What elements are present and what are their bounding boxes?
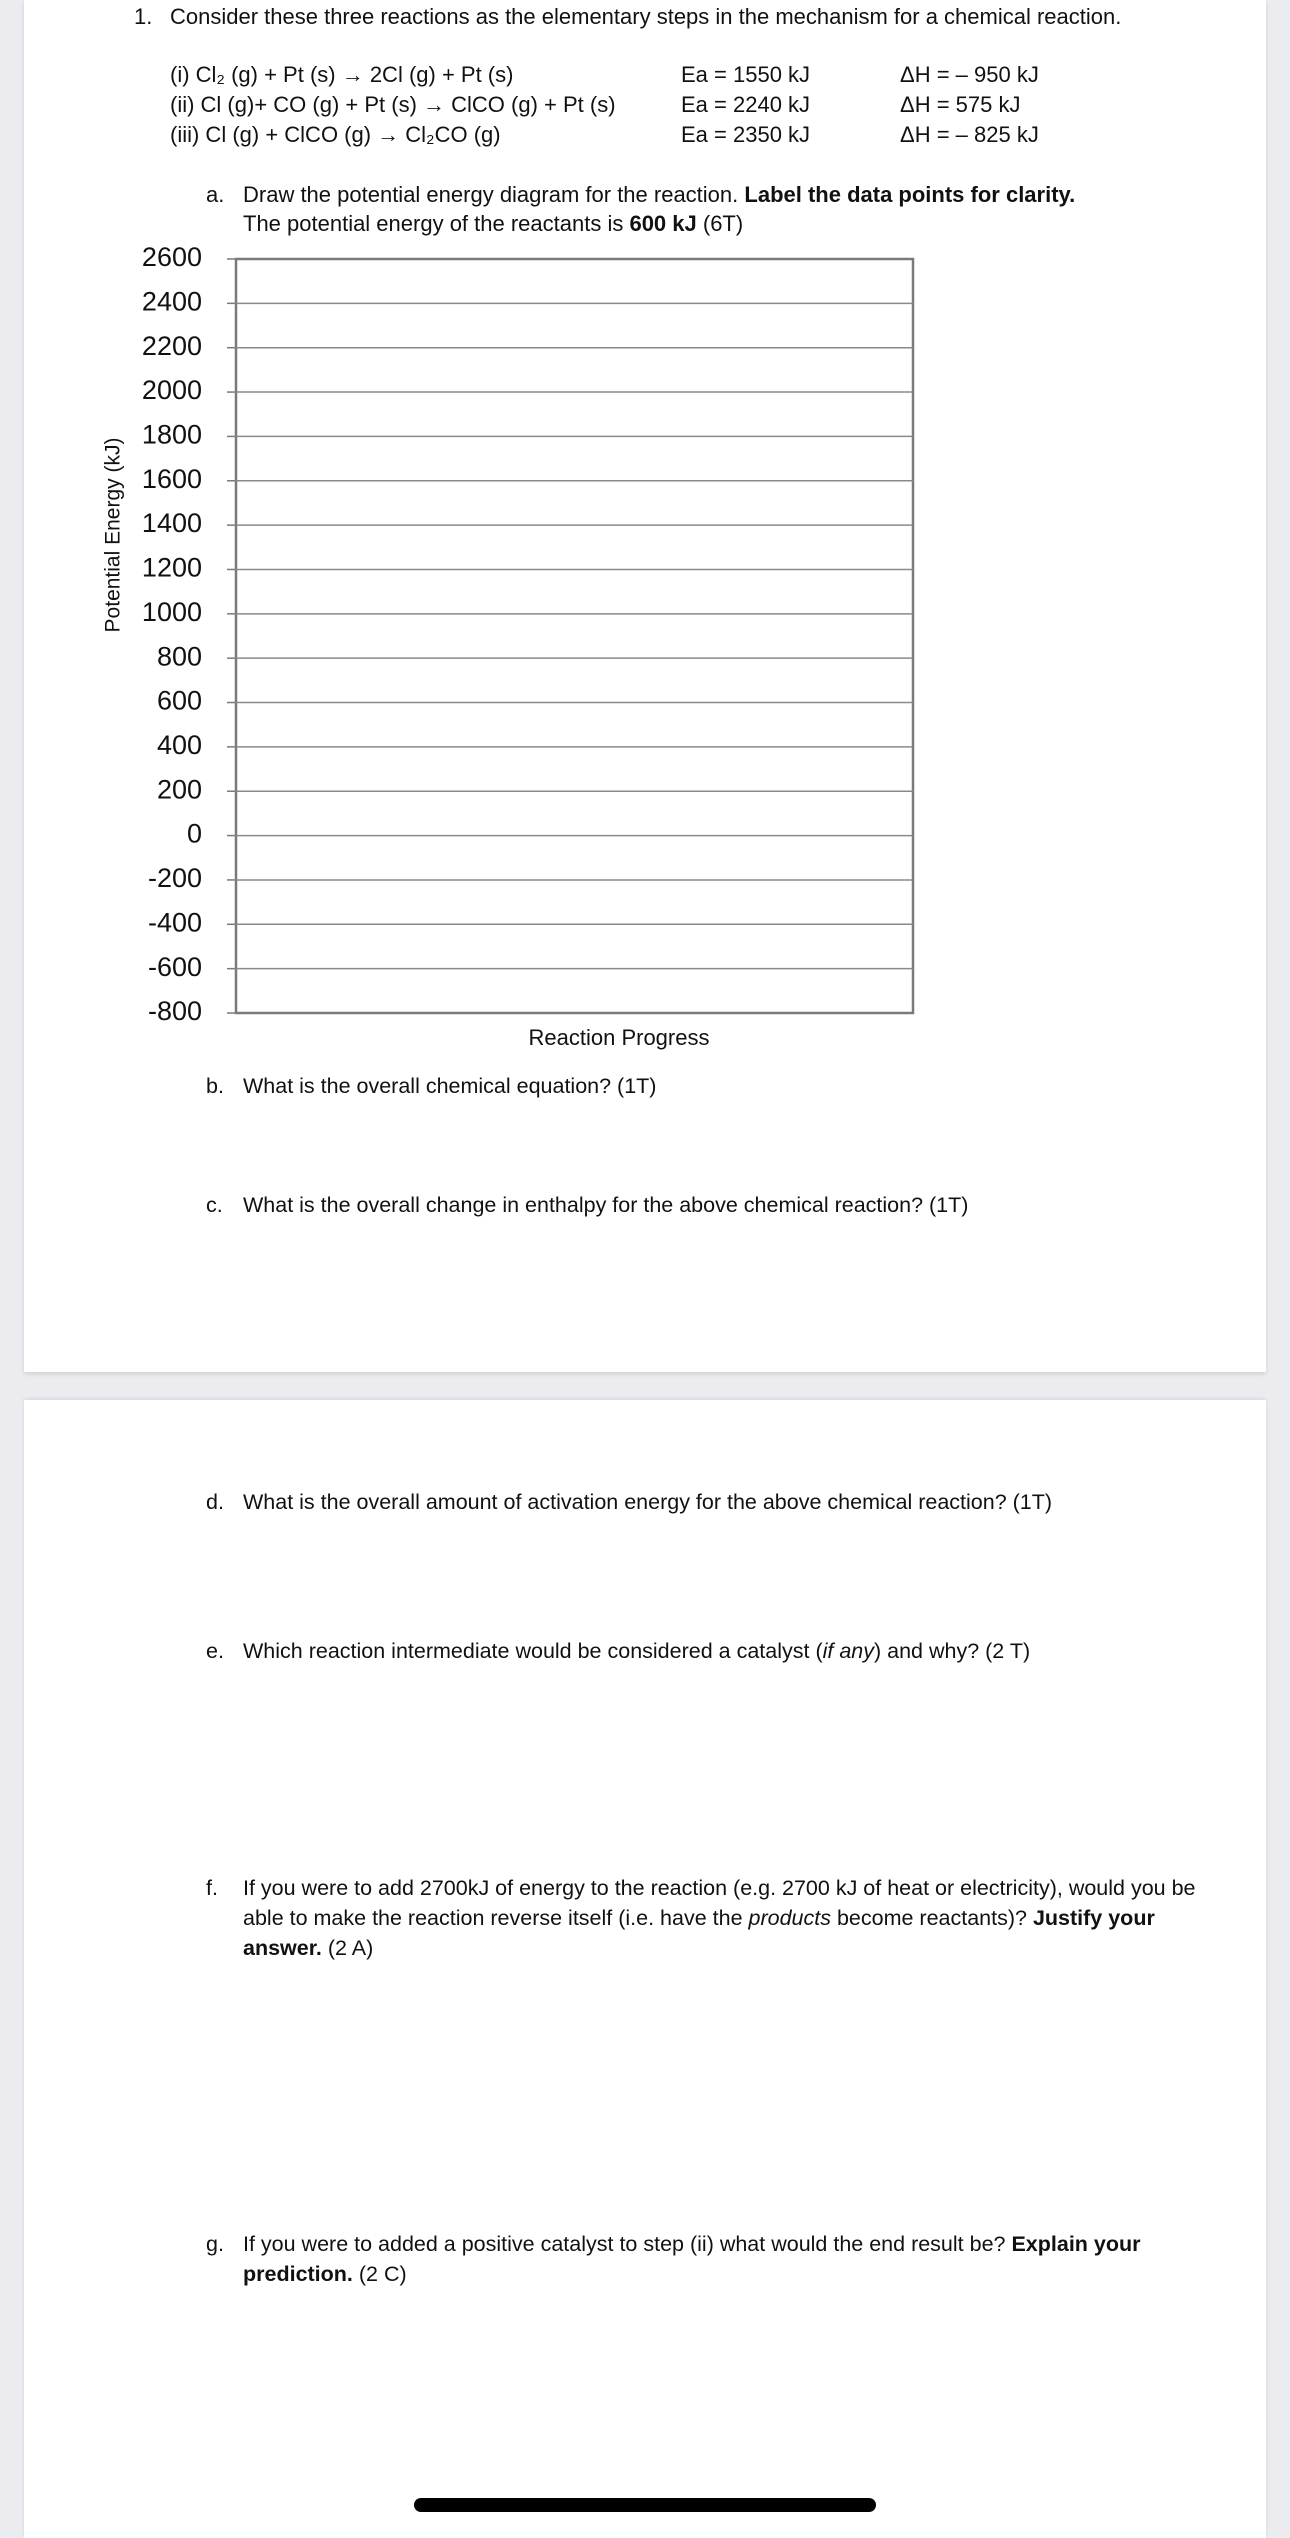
reaction-activation-energy: Ea = 2350 kJ (681, 122, 811, 147)
y-tick-label: 0 (186, 818, 202, 849)
home-indicator[interactable] (414, 2498, 876, 2512)
part-f-question: f. If you were to add 2700kJ of energy to the reaction (e.g. 2700 kJ of heat or electricity), would you be able to make the reaction reverse itself (i.e. have the products become reactants)? Justify your answer. (2 A) (206, 1873, 1206, 1963)
y-tick-label: 1000 (141, 596, 202, 627)
reaction-activation-energy: Ea = 1550 kJ (681, 62, 811, 87)
reaction-enthalpy-change: ΔH = 575 kJ (900, 92, 1021, 117)
reaction-activation-energy: Ea = 2240 kJ (681, 92, 811, 117)
reaction-enthalpy-change: ΔH = – 950 kJ (900, 62, 1039, 87)
potential-energy-chart (24, 0, 1266, 1060)
y-tick-label: 2600 (141, 242, 202, 273)
part-e-question: e. Which reaction intermediate would be considered a catalyst (if any) and why? (2 T) (206, 1636, 1206, 1666)
chart-plot-area (236, 259, 913, 1013)
y-tick-label: -400 (147, 907, 202, 938)
x-axis-label: Reaction Progress (528, 1025, 710, 1050)
part-label: g. (206, 2232, 224, 2256)
y-tick-label: 400 (156, 730, 202, 761)
y-tick-label: 200 (156, 774, 202, 805)
question-prompt: Consider these three reactions as the elementary steps in the mechanism for a chemical reaction. (170, 4, 1122, 29)
reaction-equation: (i) Cl₂ (g) + Pt (s) → 2Cl (g) + Pt (s) (170, 62, 514, 87)
part-c-question: c. What is the overall change in enthalpy for the above chemical reaction? (1T) (206, 1190, 1206, 1220)
y-tick-label: 1600 (141, 463, 202, 494)
y-tick-label: -200 (147, 863, 202, 894)
part-label: b. (206, 1074, 224, 1098)
reaction-equation: (ii) Cl (g)+ CO (g) + Pt (s) → ClCO (g) + Pt (s) (170, 92, 616, 117)
part-g-question: g. If you were to added a positive catalyst to step (ii) what would the end result be? Explain your prediction. (2 C) (206, 2229, 1206, 2289)
y-tick-label: 600 (156, 685, 202, 716)
part-d-question: d. What is the overall amount of activation energy for the above chemical reaction? (1T) (206, 1487, 1206, 1517)
y-tick-label: -600 (147, 951, 202, 982)
y-tick-label: 2400 (141, 286, 202, 317)
y-tick-label: 1800 (141, 419, 202, 450)
y-tick-label: -800 (147, 996, 202, 1027)
part-a-label: a. (206, 182, 225, 207)
part-label: d. (206, 1490, 224, 1514)
worksheet-page-1 (24, 0, 1266, 1372)
part-label: e. (206, 1639, 224, 1663)
y-tick-label: 2200 (141, 330, 202, 361)
reaction-enthalpy-change: ΔH = – 825 kJ (900, 122, 1039, 147)
y-tick-label: 1400 (141, 508, 202, 539)
part-a-reactant-energy: The potential energy of the reactants is 600 kJ (6T) (243, 211, 744, 236)
y-tick-label: 1200 (141, 552, 202, 583)
y-tick-label: 800 (156, 641, 202, 672)
part-label: f. (206, 1876, 218, 1900)
worksheet-page-2 (24, 1400, 1266, 2538)
y-tick-label: 2000 (141, 375, 202, 406)
reaction-equation: (iii) Cl (g) + ClCO (g) → Cl₂CO (g) (170, 122, 501, 147)
chart-gridlines (227, 259, 913, 1013)
part-label: c. (206, 1193, 223, 1217)
part-b-question: b. What is the overall chemical equation? (1T) (206, 1071, 1206, 1101)
y-axis-label: Potential Energy (kJ) (101, 437, 125, 633)
question-number: 1. (134, 4, 153, 29)
chart-y-tick-labels (142, 242, 202, 1026)
part-a-instruction: Draw the potential energy diagram for the reaction. Label the data points for clarity. (243, 182, 1076, 207)
